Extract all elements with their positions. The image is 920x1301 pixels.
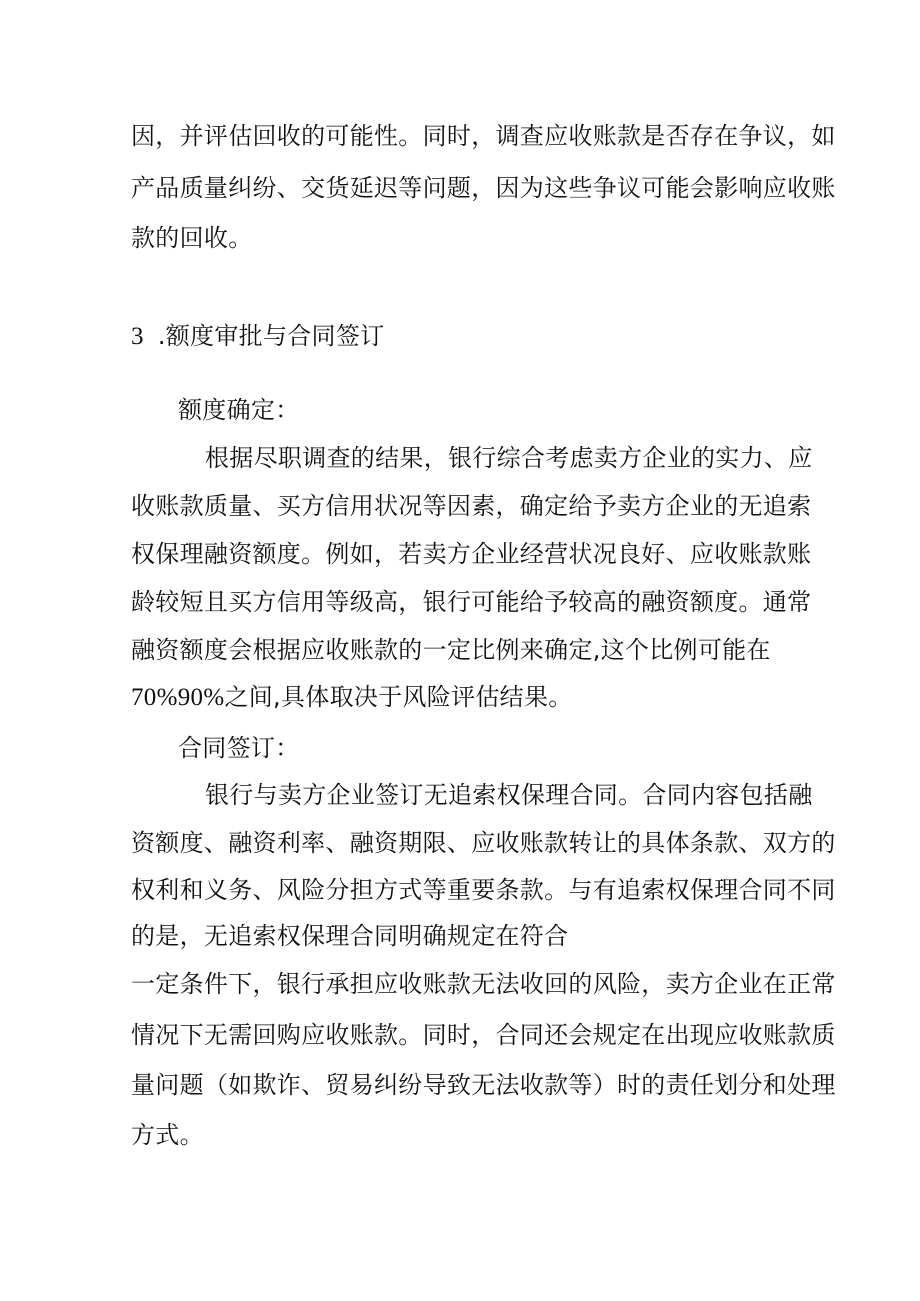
section-title: .额度审批与合同签订 [157,322,385,350]
contract-line-5: 一定条件下，银行承担应收账款无法收回的风险，卖方企业在正常 [131,970,836,998]
section-heading [131,319,384,354]
contract-line-7: 量问题（如欺诈、贸易纠纷导致无法收款等）时的责任划分和处理 [131,1071,836,1099]
quota-line-6-text: 之间,具体取决于风险评估结果。 [224,683,573,711]
contract-line-6: 情况下无需回购应收账款。同时，合同还会规定在出现应收账款质 [131,1021,836,1049]
quota-line-4: 龄较短且买方信用等级高，银行可能给予较高的融资额度。通常 [131,588,812,616]
contract-line-4: 的是，无追索权保理合同明确规定在符合 [131,922,569,950]
contract-line-1: 银行与卖方企业签订无追索权保理合同。合同内容包括融 [205,781,813,809]
quota-percent-range: 70%90% [131,684,225,711]
quota-line-3: 权保理融资额度。例如，若卖方企业经营状况良好、应收账款账 [131,540,812,568]
contract-label: 合同签订： [178,734,300,762]
intro-line-3: 款的回收。 [131,224,253,252]
contract-line-3: 权利和义务、风险分担方式等重要条款。与有追索权保理合同不同 [131,876,836,904]
quota-line-6 [131,680,573,715]
quota-label: 额度确定： [178,396,300,424]
contract-line-8: 方式。 [131,1121,204,1149]
section-number: 3 [131,323,144,350]
quota-line-1: 根据尽职调查的结果，银行综合考虑卖方企业的实力、应 [205,444,813,472]
intro-line-1: 因，并评估回收的可能性。同时，调查应收账款是否存在争议，如 [131,122,836,150]
contract-line-2: 资额度、融资利率、融资期限、应收账款转让的具体条款、双方的 [131,829,836,857]
quota-line-2: 收账款质量、买方信用状况等因素，确定给予卖方企业的无追索 [131,492,812,520]
quota-line-5: 融资额度会根据应收账款的一定比例来确定,这个比例可能在 [131,636,771,664]
intro-line-2: 产品质量纠纷、交货延迟等问题，因为这些争议可能会影响应收账 [131,174,836,202]
